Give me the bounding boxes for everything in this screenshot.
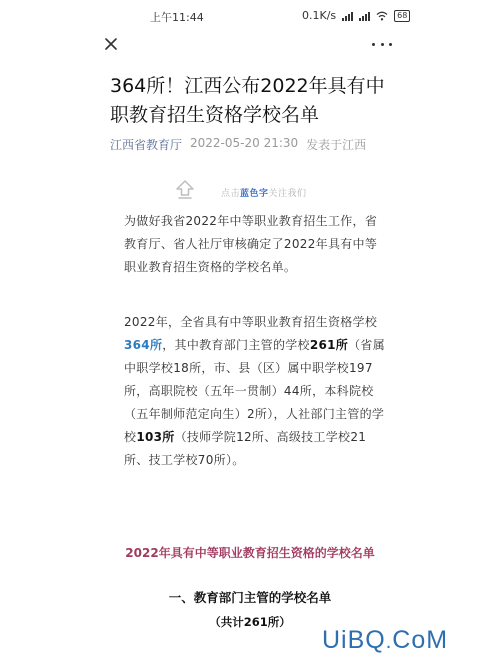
follow-link[interactable] — [221, 186, 307, 199]
stats-text-3: （省属中职学校18所，市、县（区）属中职学校197所，高职院校（五年一贯制）44所，本科院校（五年制师范定向生）2所），人社部门主管的学校 — [124, 338, 386, 444]
battery-icon: 68 — [394, 10, 410, 22]
upload-arrow-icon — [173, 178, 197, 202]
status-right — [302, 9, 410, 22]
stats-text-4: （技师学院12所、高级技工学校21所、技工学校70所）。 — [124, 430, 367, 467]
signal-icon — [342, 11, 353, 21]
intro-paragraph: 为做好我省2022年中等职业教育招生工作，省教育厅、省人社厅审核确定了2022年具有中等职业教育招生资格的学校名单。 — [124, 214, 378, 274]
follow-prefix: 点击 — [221, 189, 241, 199]
follow-banner — [173, 178, 333, 202]
follow-suffix: 关注我们 — [268, 189, 307, 199]
stats-paragraph — [124, 311, 386, 472]
stats-text-1: 2022年，全省具有中等职业教育招生资格学校 — [124, 315, 378, 329]
article-title: 364所！江西公布2022年具有中职教育招生资格学校名单 — [110, 75, 385, 126]
list-title: 2022年具有中等职业教育招生资格的学校名单 — [125, 546, 375, 560]
hr-count: 103所 — [136, 430, 175, 444]
signal-icon-2 — [359, 11, 370, 21]
status-bar — [0, 0, 500, 32]
author-link[interactable]: 江西省教育厅 — [110, 138, 183, 152]
total-count: 364所 — [124, 338, 163, 352]
section-title: 一、教育部门主管的学校名单 — [168, 590, 332, 605]
wifi-icon — [376, 11, 388, 21]
education-count: 261所 — [309, 338, 349, 352]
publish-location: 发表于江西 — [306, 138, 367, 152]
more-dots-icon[interactable] — [372, 38, 392, 50]
section-count: （共计261所） — [209, 615, 291, 629]
site-watermark: UiBQ.CoM — [322, 626, 449, 654]
close-icon[interactable] — [101, 34, 121, 54]
network-speed: 0.1K/s — [302, 9, 337, 22]
follow-highlight: 蓝色字 — [240, 189, 269, 199]
stats-text-2: ，其中教育部门主管的学校 — [162, 338, 310, 352]
article-meta — [110, 136, 366, 153]
status-time: 上午11:44 — [150, 11, 204, 24]
publish-datetime: 2022-05-20 21:30 — [190, 136, 299, 150]
